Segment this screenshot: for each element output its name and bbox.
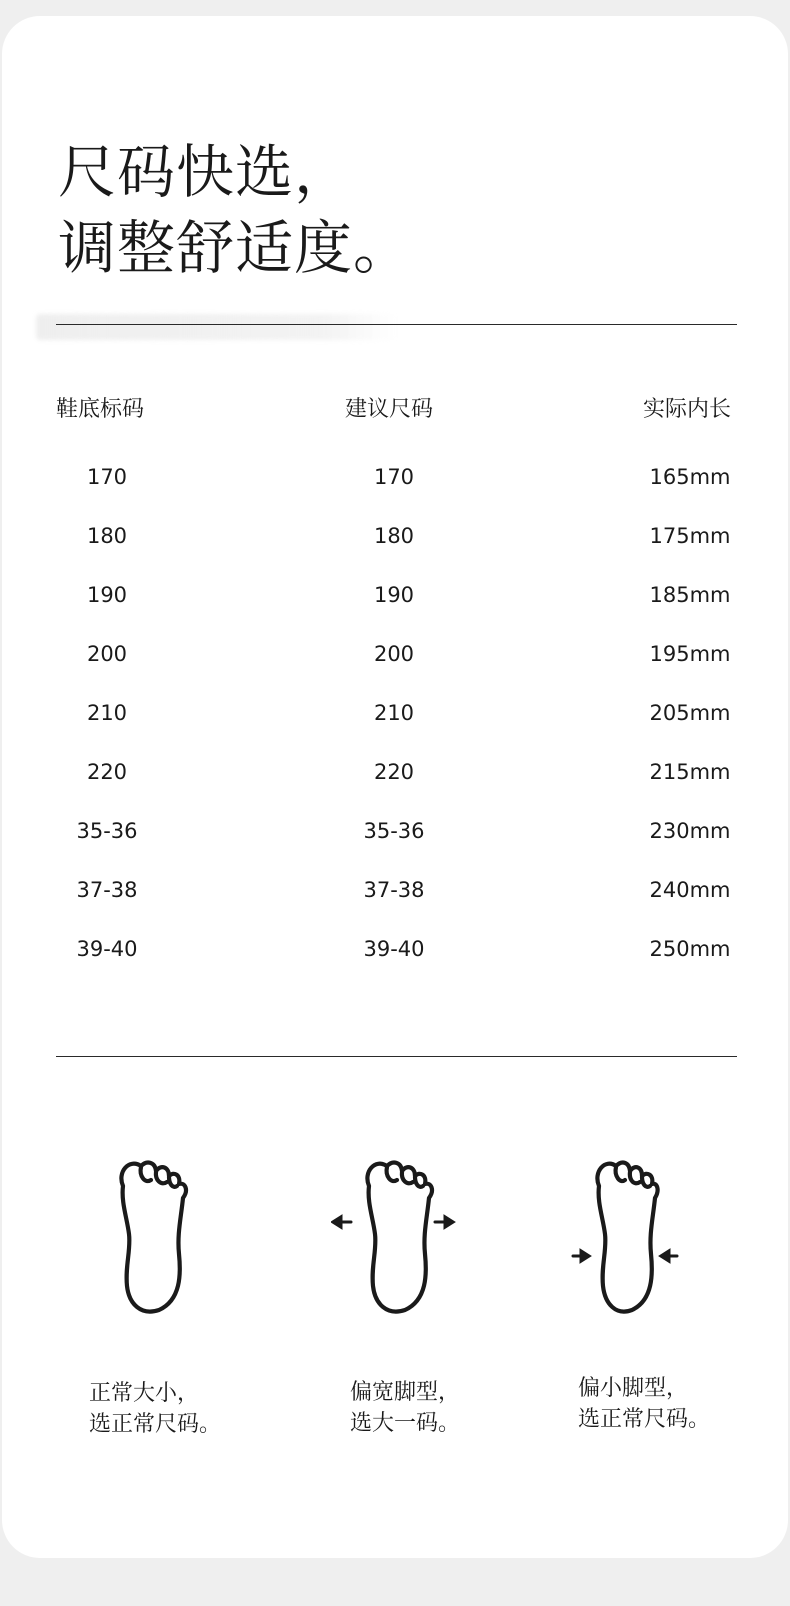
table-row <box>0 640 790 699</box>
suggested-size-cell: 180 <box>373 524 415 548</box>
table-row <box>0 581 790 640</box>
inner-length-cell: 215mm <box>649 760 731 784</box>
sole-size-cell: 210 <box>86 701 128 725</box>
guide-wide-line-2: 选大一码。 <box>350 1411 461 1436</box>
sole-size-cell: 170 <box>86 465 128 489</box>
table-row <box>0 935 790 994</box>
guide-normal-line-1: 正常大小， <box>89 1381 200 1406</box>
guide-narrow-line-2: 选正常尺码。 <box>578 1407 711 1432</box>
suggested-size-cell: 37-38 <box>363 878 425 902</box>
inner-length-cell: 250mm <box>649 937 731 961</box>
inner-length-cell: 185mm <box>649 583 731 607</box>
blurred-watermark <box>36 314 396 340</box>
inner-length-cell: 195mm <box>649 642 731 666</box>
table-row <box>0 817 790 876</box>
table-row <box>0 699 790 758</box>
sole-size-cell: 39-40 <box>76 937 138 961</box>
inner-length-cell: 175mm <box>649 524 731 548</box>
inner-length-cell: 230mm <box>649 819 731 843</box>
header-sole-size: 鞋底标码 <box>56 397 145 422</box>
suggested-size-cell: 220 <box>373 760 415 784</box>
wide-foot-icon <box>331 1158 471 1328</box>
guide-narrow-caption <box>578 1373 710 1435</box>
table-row <box>0 463 790 522</box>
inner-length-cell: 165mm <box>649 465 731 489</box>
table-row <box>0 758 790 817</box>
divider-bottom <box>56 1056 737 1057</box>
suggested-size-cell: 200 <box>373 642 415 666</box>
table-row <box>0 876 790 935</box>
header-suggested-size: 建议尺码 <box>345 397 434 422</box>
divider-top <box>56 324 737 325</box>
size-table <box>0 463 790 994</box>
sole-size-cell: 37-38 <box>76 878 138 902</box>
suggested-size-cell: 170 <box>373 465 415 489</box>
suggested-size-cell: 35-36 <box>363 819 425 843</box>
header-inner-length: 实际内长 <box>643 397 732 422</box>
sole-size-cell: 190 <box>86 583 128 607</box>
sole-size-cell: 220 <box>86 760 128 784</box>
suggested-size-cell: 39-40 <box>363 937 425 961</box>
suggested-size-cell: 190 <box>373 583 415 607</box>
guide-narrow-line-1: 偏小脚型， <box>578 1376 689 1401</box>
narrow-foot-icon <box>559 1158 699 1328</box>
inner-length-cell: 240mm <box>649 878 731 902</box>
guide-wide-caption <box>350 1377 460 1439</box>
suggested-size-cell: 210 <box>373 701 415 725</box>
sole-size-cell: 35-36 <box>76 819 138 843</box>
sole-size-cell: 200 <box>86 642 128 666</box>
sole-size-cell: 180 <box>86 524 128 548</box>
title-line-2: 调整舒适度。 <box>58 214 413 282</box>
guide-wide-line-1: 偏宽脚型， <box>350 1380 461 1405</box>
table-row <box>0 522 790 581</box>
inner-length-cell: 205mm <box>649 701 731 725</box>
page-title <box>58 134 412 286</box>
title-line-1: 尺码快选， <box>58 138 354 206</box>
guide-normal-line-2: 选正常尺码。 <box>89 1412 222 1437</box>
guide-normal-caption <box>89 1378 221 1440</box>
normal-foot-icon <box>85 1158 225 1328</box>
